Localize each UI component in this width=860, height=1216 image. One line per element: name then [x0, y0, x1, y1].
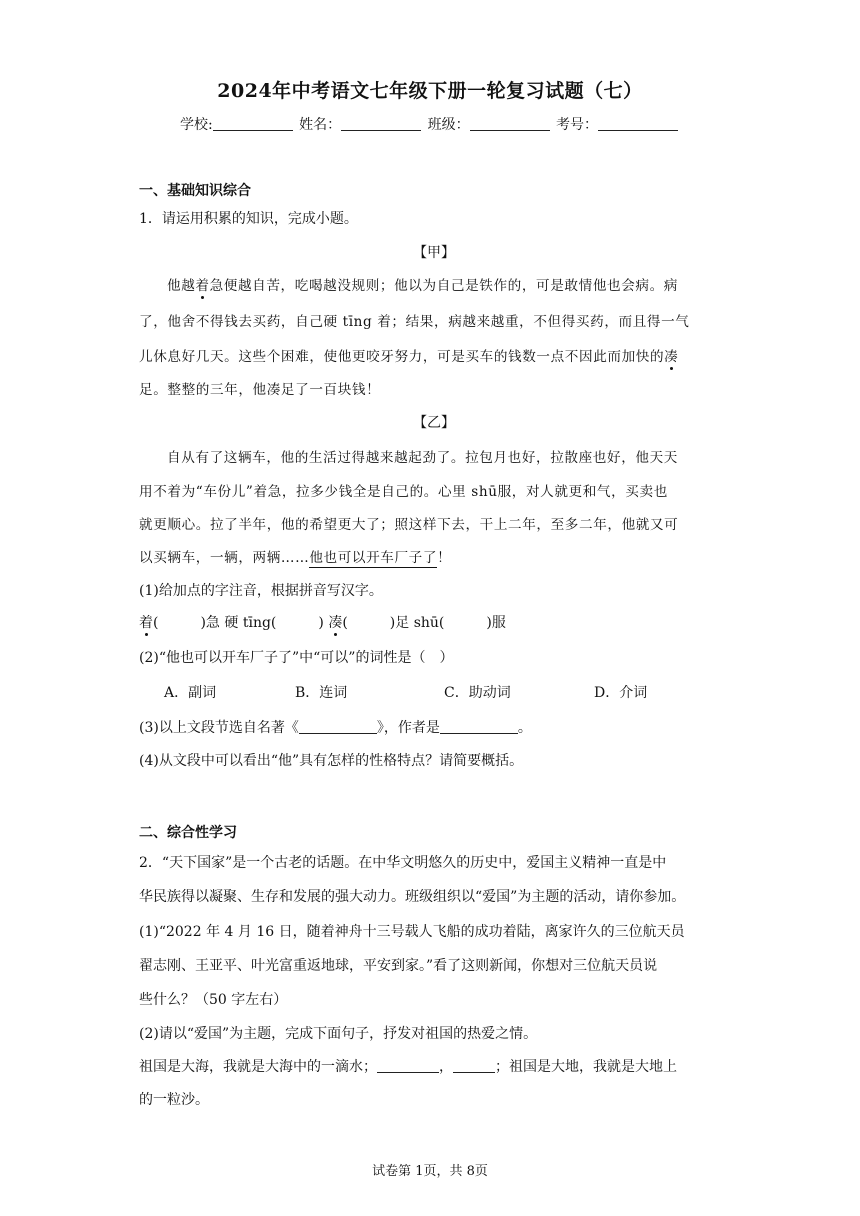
school-blank[interactable]: [213, 116, 293, 131]
passage-jia-line: 了，他舍不得钱去买药，自己硬 tīng 着；结果，病越来越重，不但得买药，而且得一气: [139, 314, 690, 330]
fill-blank-2[interactable]: [453, 1058, 495, 1073]
exam-title: 2024年中考语文七年级下册一轮复习试题（七）: [217, 80, 643, 102]
author-blank[interactable]: [440, 719, 518, 734]
exam-number-label: 考号：: [556, 117, 599, 133]
passage-yi-line: 就更顺心。拉了半年，他的希望更大了；照这样下去，干上二年，至多二年，他就又可: [139, 517, 679, 533]
option-a[interactable]: A．副词: [164, 685, 217, 701]
passage-label-yi: 【乙】: [413, 415, 455, 431]
answer-blank[interactable]: 硬 tīng( ): [224, 615, 324, 631]
option-c[interactable]: C．助动词: [444, 685, 511, 701]
passage-jia-line: 儿休息好几天。这些个困难，使他更咬牙努力，可是买车的钱数一点不因此而加快的凑: [139, 349, 679, 365]
school-label: 学校:: [179, 117, 213, 133]
name-blank[interactable]: [341, 116, 421, 131]
subquestion-1: (1)给加点的字注音，根据拼音写汉字。: [139, 583, 383, 599]
option-d[interactable]: D．介词: [594, 685, 648, 701]
subquestion-2: (2)“他也可以开车厂子了”中“可以”的词性是（ ）: [139, 650, 454, 666]
section-heading: 一、基础知识综合: [139, 183, 251, 199]
passage-yi-line: 以买辆车，一辆，两辆……他也可以开车厂子了！: [139, 550, 452, 566]
passage-jia-line: 足。整整的三年，他凑足了一百块钱！: [139, 382, 381, 398]
subquestion-3: (3)以上文段节选自名著《 》，作者是 。: [139, 720, 532, 736]
subquestion-4: (4)从文段中可以看出“他”具有怎样的性格特点？请简要概括。: [139, 753, 524, 769]
fill-sentence: 祖国是大海，我就是大海中的一滴水； ， ；祖国是大地，我就是大地上: [139, 1059, 677, 1075]
exam-number-blank[interactable]: [598, 116, 678, 131]
page-footer: 试卷第 1页，共 8页: [372, 1164, 488, 1179]
question-line: (1)“2022 年 4 月 16 日，随着神舟十三号载人飞船的成功着陆，离家许久的三位航天员: [139, 924, 685, 940]
passage-jia-line: 他越着急便越自苦，吃喝越没规则；他以为自己是铁作的，可是敢情他也会病。病: [167, 278, 678, 294]
dotted-char: 凑: [328, 615, 343, 631]
class-label: 班级：: [427, 117, 470, 133]
question-line: 些什么？（50 字左右）: [139, 992, 288, 1008]
question-line: 华民族得以凝聚、生存和发展的强大动力。班级组织以“爱国”为主题的活动，请你参加。: [139, 889, 686, 905]
fill-blank-1[interactable]: [377, 1058, 439, 1073]
answer-blank[interactable]: ( )足: [342, 615, 410, 631]
book-title-blank[interactable]: [299, 719, 377, 734]
dotted-char: 着: [139, 615, 153, 631]
underlined-sentence: 他也可以开车厂子了: [309, 550, 438, 566]
pinyin-items: [139, 612, 729, 632]
section-heading: 二、综合性学习: [139, 825, 237, 841]
student-info-line: [0, 114, 860, 134]
fill-sentence-end: 的一粒沙。: [139, 1092, 209, 1108]
passage-yi-line: 用不着为“车份儿”着急，拉多少钱全是自己的。心里 shū服，对人就更和气，买卖也: [139, 484, 668, 500]
question-line: (2)请以“爱国”为主题，完成下面句子，抒发对祖国的热爱之情。: [139, 1026, 538, 1042]
name-label: 姓名：: [299, 117, 342, 133]
answer-blank[interactable]: shū( )服: [413, 615, 506, 631]
passage-yi-line: 自从有了这辆车，他的生活过得越来越起劲了。拉包月也好，拉散座也好，他天天: [167, 450, 678, 466]
passage-label-jia: 【甲】: [413, 245, 455, 261]
question-line: 2．“天下国家”是一个古老的话题。在中华文明悠久的历史中，爱国主义精神一直是中: [139, 855, 667, 871]
question-stem: 1．请运用积累的知识，完成小题。: [139, 211, 358, 227]
option-b[interactable]: B．连词: [295, 685, 348, 701]
answer-blank[interactable]: ( )急: [153, 615, 220, 631]
question-line: 翟志刚、王亚平、叶光富重返地球，平安到家。”看了这则新闻，你想对三位航天员说: [139, 958, 658, 974]
dotted-char: 凑: [664, 349, 679, 365]
dotted-char: 着: [195, 278, 210, 294]
class-blank[interactable]: [470, 116, 550, 131]
